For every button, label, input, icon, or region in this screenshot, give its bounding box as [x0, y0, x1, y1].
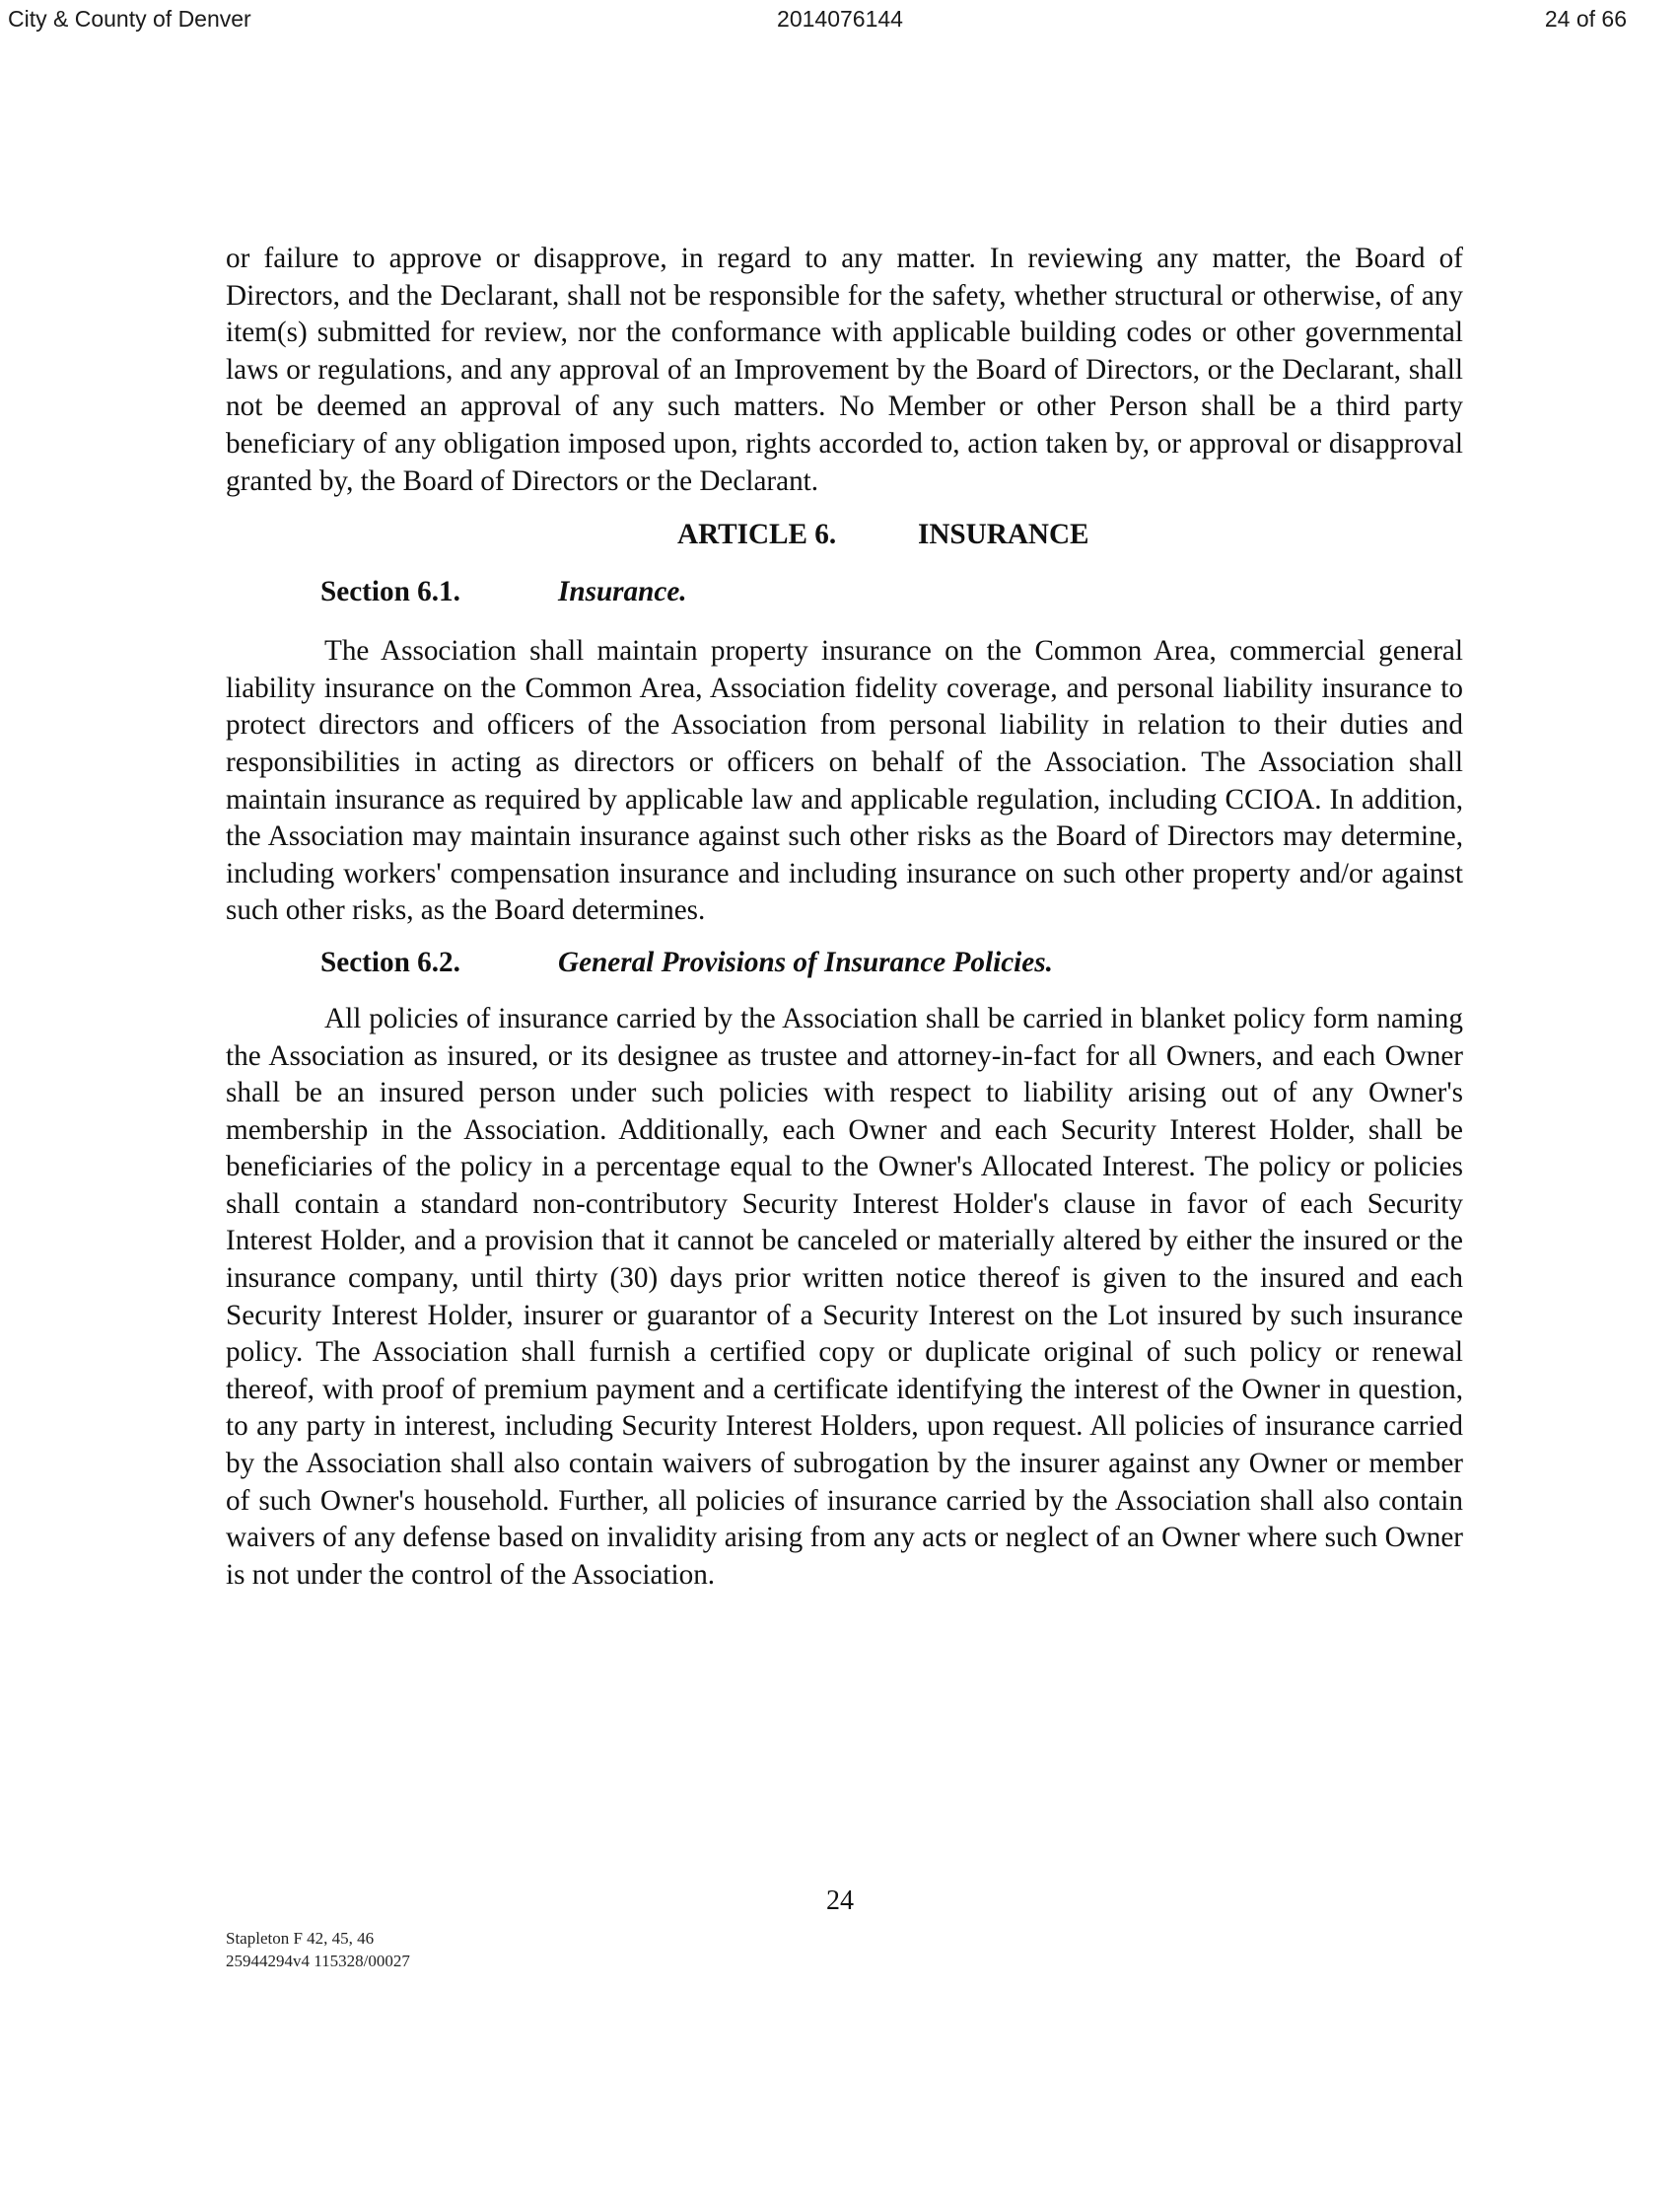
section-heading-6-1: [226, 574, 1463, 611]
section-6-2-text: All policies of insurance carried by the Association shall be carried in blanket policy form naming the Association as insured, or its designee as trustee and attorney-in-fact for all Owners, and each Owner shall be an insured person under such policies with respect to liability arising out of any Owner's membership in the Association. Additionally, each Owner and each Security Interest Holder, shall be beneficiaries of the policy in a percentage equal to the Owner's Allocated Interest. The policy or policies shall contain a standard non-contributory Security Interest Holder's clause in favor of each Security Interest Holder, and a provision that it cannot be canceled or materially altered by either the insured or the insurance company, until thirty (30) days prior written notice thereof is given to the insured and each Security Interest Holder, insurer or guarantor of a Security Interest on the Lot insured by such insurance policy. The Association shall furnish a certified copy or duplicate original of such policy or renewal thereof, with proof of premium payment and a certificate identifying the interest of the Owner in question, to any party in interest, including Security Interest Holders, upon request. All policies of insurance carried by the Association shall also contain waivers of subrogation by the insurer against any Owner or member of such Owner's household. Further, all policies of insurance carried by the Association shall also contain waivers of any defense based on invalidity arising from any acts or neglect of an Owner where such Owner is not under the control of the Association.: [226, 1002, 1463, 1591]
header-page-count: 24 of 66: [1544, 6, 1627, 32]
section-title: Insurance.: [558, 576, 687, 608]
section-number: Section 6.1.: [320, 576, 460, 608]
page-number: 24: [826, 1885, 854, 1916]
section-heading-6-2: [226, 945, 1463, 982]
section-title: General Provisions of Insurance Policies.: [558, 946, 1053, 978]
section-number: Section 6.2.: [320, 946, 460, 978]
article-heading: [226, 517, 1463, 554]
header-county: City & County of Denver: [8, 6, 251, 32]
article-number: ARTICLE 6.: [677, 519, 837, 551]
footer-ref-line-1: Stapleton F 42, 45, 46: [226, 1929, 375, 1948]
footer-reference: [226, 1927, 410, 1972]
document-body: [226, 241, 1463, 1594]
page-header: [0, 6, 1680, 36]
footer-ref-line-2: 25944294v4 115328/00027: [226, 1952, 410, 1970]
intro-paragraph: or failure to approve or disapprove, in regard to any matter. In reviewing any matter, the Board of Directors, and the Declarant, shall not be responsible for the safety, whether structural or otherwise, of any item(s) submitted for review, nor the conformance with applicable building codes or other governmental laws or regulations, and any approval of an Improvement by the Board of Directors, or the Declarant, shall not be deemed an approval of any such matters. No Member or other Person shall be a third party beneficiary of any obligation imposed upon, rights accorded to, action taken by, or approval or disapproval granted by, the Board of Directors or the Declarant.: [226, 243, 1463, 497]
header-document-number: 2014076144: [777, 6, 903, 32]
article-title: INSURANCE: [918, 519, 1089, 551]
section-6-1-text: The Association shall maintain property insurance on the Common Area, commercial general liability insurance on the Common Area, Association fidelity coverage, and personal liability insurance to protect directors and officers of the Association from personal liability in relation to their duties and responsibilities in acting as directors or officers on behalf of the Association. The Association shall maintain insurance as required by applicable law and applicable regulation, including CCIOA. In addition, the Association may maintain insurance against such other risks as the Board of Directors may determine, including workers' compensation insurance and including insurance on such other property and/or against such other risks, as the Board determines.: [226, 635, 1463, 927]
